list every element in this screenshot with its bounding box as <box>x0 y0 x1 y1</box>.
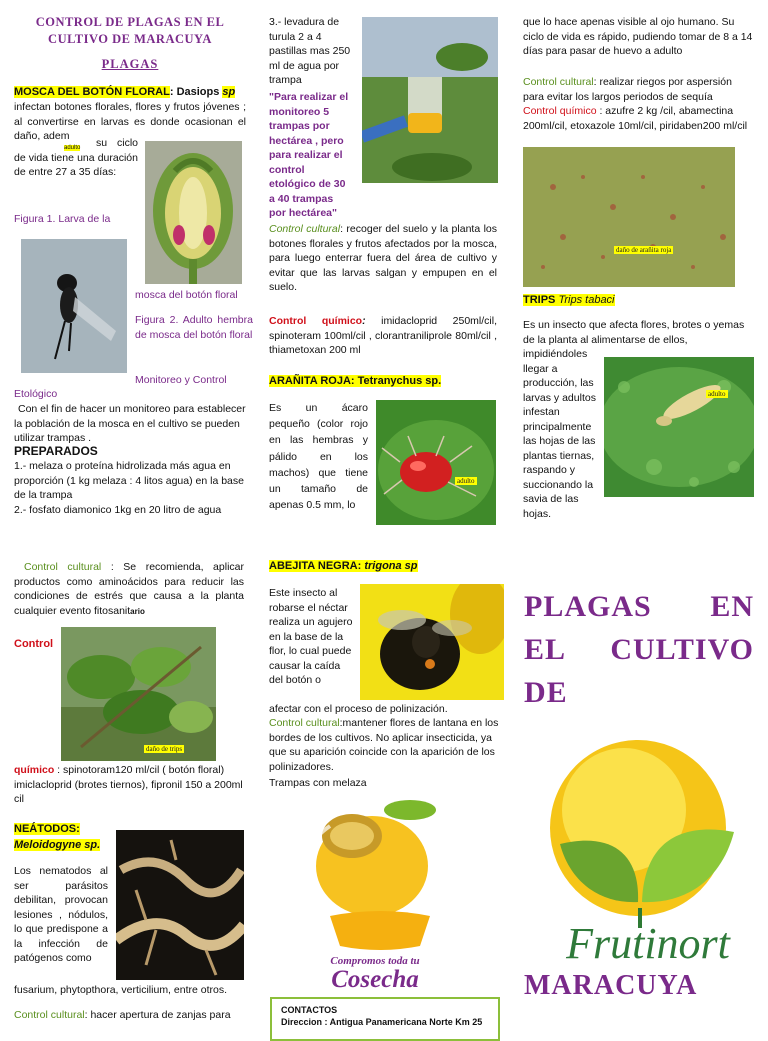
roots-illustration <box>116 830 244 980</box>
control-cultural-label-4: Control cultural <box>269 717 340 729</box>
cover-title-line-3: DE <box>524 676 568 709</box>
trips-text-1: Es un insecto que afecta flores, brotes o yemas de la planta al alimentarse de ellos, <box>523 319 745 346</box>
cover-word-cultivo: CULTIVO <box>610 633 754 666</box>
cover-title-line-1 <box>524 585 754 628</box>
control-cultural-lantana <box>269 716 499 774</box>
nematodos-species: Meloidogyne sp. <box>14 839 101 851</box>
monitoreo-text: Con el fin de hacer un monitoreo para establecer la población de la mosca en el cultivo se pueden utilizar trampas . <box>14 403 246 444</box>
monitoreo-quote: "Para realizar el monitoreo 5 trampas por hectárea , pero para realizar el control etológico de 30 a 40 trampas por hectárea" <box>269 91 349 219</box>
aranita-text: Es un ácaro pequeño (color rojo en las hembras y pálido en los machos) que tiene un tamaño de apenas 0.5 mm, lo <box>269 402 368 512</box>
cover-word-el: EL <box>524 633 567 666</box>
control-cultural-label-2: Control cultural <box>14 1009 85 1021</box>
nematode-roots-photo <box>116 830 244 980</box>
control-quimico-label-2: Control químico <box>523 105 597 117</box>
quimico-text: : spinotoram120 ml/cil ( botón floral) imiclacloprid (brotes tiernos), fipronil 150 a 200ml cil <box>14 764 243 805</box>
mosca-title-line <box>14 85 250 100</box>
leaf-damage-illustration <box>523 147 735 287</box>
control-cultural-label-5: Control cultural <box>523 76 594 88</box>
nematodos-text: Los nematodos al ser parásitos debilitan, provocan lesiones , nódulos, lo que predispone a la infección de patógenos como <box>14 865 108 964</box>
trap-photo <box>362 17 498 183</box>
control-cultural-text: : Se recomienda, aplicar productos como aminoácidos para reducir las condiciones de estrés que causa a la planta cualquier evento fitosanit <box>14 561 244 617</box>
trips-damage-photo <box>61 627 216 761</box>
mite-illustration <box>376 400 496 525</box>
fruit-splash-illustration <box>290 796 470 956</box>
spider-mite-photo <box>376 400 496 525</box>
control-cultural-label: Control cultural <box>24 561 102 573</box>
mosca-colon: : <box>169 86 174 98</box>
larva-photo <box>145 141 242 284</box>
control-quimico-label: Control químico <box>269 315 363 327</box>
figure-1-caption-b: mosca del botón floral <box>135 289 238 301</box>
control-cultural-text-3: : recoger del suelo y la planta los botones florales y frutos afectados por la mosca, para luego enterrar fuera del área de cultivo y evitar que las larvas salgan y empupen en el suelo. <box>269 223 497 293</box>
figure-1-caption-a: Figura 1. Larva de la <box>14 213 111 225</box>
aranita-damage-caption: daño de arañita roja <box>616 246 672 254</box>
nematodos-text-tail: fusarium, phytopthora, verticilium, entre otros. <box>14 984 228 996</box>
fly-illustration <box>21 239 127 373</box>
control-quimico-aranita <box>523 104 755 133</box>
bee-photo <box>360 584 504 700</box>
contactos-heading: CONTACTOS <box>281 1005 338 1015</box>
control-quimico-text-2: : azufre 2 kg /cil, abamectina 200ml/cil, etoxazole 10ml/cil, piridaben200 ml/cil <box>523 105 748 132</box>
cover-word-plagas: PLAGAS <box>524 590 652 623</box>
trips-photo <box>604 357 754 497</box>
abejita-text-tail: afectar con el proceso de polinización. <box>269 703 448 715</box>
control-cultural-text-2: : hacer apertura de zanjas para <box>84 1009 231 1021</box>
cover-word-en: EN <box>710 590 754 623</box>
control-cultural-text-4: :mantener flores de lantana en los bordes de los cultivos. No aplicar insecticida, ya que su aparición coincide con la aparición de los polinizadores. <box>269 717 499 773</box>
quimico-label: químico <box>14 764 55 776</box>
trips-text-2: impidiéndoles llegar a producción, las larvas y adultos infestan principalmente las hojas de las plantas tiernas, raspando y succionando la savia de las hojas. <box>523 348 596 520</box>
preparados-heading: PREPARADOS <box>14 444 98 458</box>
abejita-title <box>269 560 418 572</box>
quimico-section <box>14 763 248 807</box>
plagas-heading: PLAGAS <box>101 57 159 71</box>
trap-illustration <box>362 17 498 183</box>
cover-title-line-2 <box>524 628 754 671</box>
passion-fruit-graphic <box>290 796 470 956</box>
bee-illustration <box>360 584 504 700</box>
trips-illustration <box>604 357 754 497</box>
abejita-title-label: ABEJITA NEGRA: <box>269 560 362 572</box>
preparado-1: 1.- melaza o proteína hidrolizada más agua en proporción (1 kg melaza : 4 litos agua) en la base de la trampa <box>14 460 244 501</box>
larva-illustration <box>145 141 242 284</box>
aranita-damage-photo <box>523 147 735 287</box>
cover-bottom-title: MARACUYA <box>524 970 698 1001</box>
contact-box <box>270 997 500 1041</box>
control-label: Control <box>14 638 54 650</box>
trips-title <box>523 294 615 306</box>
control-cultural-aminoacidos <box>14 560 244 619</box>
trampas-melaza: Trampas con melaza <box>269 777 367 789</box>
title-heading <box>14 14 246 48</box>
title-line-1: CONTROL DE PLAGAS EN EL <box>35 15 225 29</box>
control-cultural-recoger <box>269 222 497 295</box>
monitoreo-heading-b: Etológico <box>14 388 58 400</box>
mosca-cycle <box>14 136 138 180</box>
control-quimico-mosca <box>269 314 497 358</box>
control-quimico-text: imidacloprid 250ml/cil, spinoteram 100ml/cil , clorantraniliprole 80ml/cil , thiametoxan 200 ml <box>269 315 497 356</box>
mosca-sp: sp <box>222 86 236 98</box>
aranita-title: ARAÑITA ROJA: Tetranychus sp. <box>269 375 442 387</box>
trips-damage-caption: daño de trips <box>146 745 183 753</box>
monitoreo-heading-a: Monitoreo y Control <box>135 374 227 386</box>
mosca-tiny: adulto <box>64 145 81 151</box>
aranita-photo-caption: adulto <box>457 477 475 485</box>
control-quimico-colon: : <box>362 315 366 327</box>
mosca-title: MOSCA DEL BOTÓN FLORAL <box>14 86 170 98</box>
nematodos-title: NEÁTODOS: <box>14 823 80 835</box>
mosca-text-1: infectan botones florales, flores y frutos jóvenes ; al convertirse en larvas es donde ocasionan el daño, adem <box>14 101 246 142</box>
logo-slogan-line2: Cosecha <box>331 966 419 993</box>
figure-2-caption: Figura 2. Adulto hembra de mosca del botón floral <box>135 314 253 341</box>
preparado-2: 2.- fosfato diamonico 1kg en 20 litro de agua <box>14 504 222 516</box>
logo-slogan-line1: Compromos toda tu <box>330 955 420 967</box>
abejita-text: Este insecto al robarse el néctar realiza un agujero en la base de la flor, lo cual puede causar la caída del botón o <box>269 587 353 686</box>
control-cultural-riegos <box>523 75 755 104</box>
control-cultural-tail: ario <box>130 606 145 616</box>
control-cultural-zanjas <box>14 1008 250 1023</box>
levadura-text: 3.- levadura de turula 2 a 4 pastillas mas 250 ml de agua por trampa <box>269 16 351 86</box>
mosca-text-2: su ciclo de vida tiene una duración de entre 27 a 35 días: <box>14 137 138 178</box>
trips-photo-caption: adulto <box>708 390 726 398</box>
contact-address: Direccion : Antigua Panamericana Norte Km 25 <box>281 1017 483 1027</box>
trips-title-label: TRIPS <box>523 294 556 306</box>
title-line-2: CULTIVO DE MARACUYA <box>48 32 212 46</box>
mosca-genus: Dasiops <box>176 86 220 98</box>
abejita-species: trigona sp <box>364 560 418 572</box>
aranita-continued: que lo hace apenas visible al ojo humano. Su ciclo de vida es rápido, pudiendo tomar de 8 a 14 días para pasar de huevo a adulto <box>523 16 753 57</box>
adult-fly-photo <box>21 239 127 373</box>
trips-species: Trips tabaci <box>558 294 615 306</box>
brand-name: Frutinort <box>566 919 730 968</box>
cover-title <box>524 585 754 714</box>
leaves-illustration <box>61 627 216 761</box>
control-cultural-label-3: Control cultural <box>269 223 341 235</box>
control-cultural-text-5: : realizar riegos por aspersión para evitar los largos periodos de sequía <box>523 76 732 103</box>
